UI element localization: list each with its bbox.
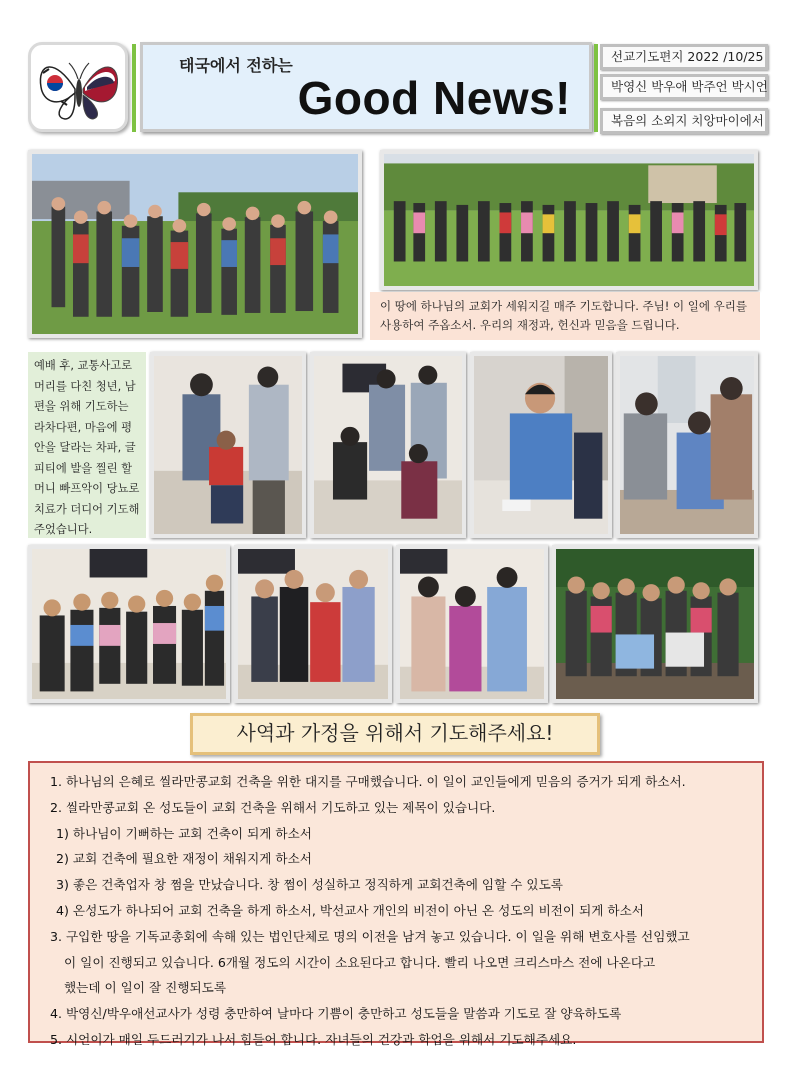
prayer-subitem: 1) 하나님이 기뻐하는 교회 건축이 되게 하소서 [56,825,312,841]
prayer-item: 4. 박영신/박우애선교사가 성령 충만하여 날마다 기쁨이 충만하고 성도들을 말씀과 기도로 잘 양육하도록 [50,1006,622,1022]
photo-children-group [28,545,230,703]
logo [28,42,128,132]
accent-bar [132,44,136,132]
group-photo-children [28,150,362,338]
photo-grandmother [470,352,612,538]
photo-couple-with-guest [396,545,548,703]
photo-hospital-prayer [616,352,758,538]
prayer-story-caption: 예배 후, 교통사고로 머리를 다친 청년, 남편을 위해 기도하는 라차다편, 마음에 평안을 달라는 차파, 글피티에 발을 찔린 할머니 빠프악이 당뇨로 치료가 더디어 기도해주었습니다. [28,352,146,538]
family-names: 박영신 박우애 박주언 박시언 [600,74,768,100]
prayer-subitem: 4) 온성도가 하나되어 교회 건축을 하게 하소서, 박선교사 개인의 비전이 아닌 온 성도의 비전이 되게 하소서 [56,902,644,918]
prayer-subitem: 2) 교회 건축에 필요한 재정이 채워지게 하소서 [56,851,312,867]
prayer-item-continued: 이 일이 진행되고 있습니다. 6개월 정도의 시간이 소요된다고 합니다. 빨리 나오면 크리스마스 전에 나온다고 [64,954,656,970]
prayer-photo-young-man [150,352,306,538]
accent-bar [594,44,598,132]
prayer-subitem: 3) 좋은 건축업자 창 쩜을 만났습니다. 창 쩜이 성실하고 정직하게 교회건축에 임할 수 있도록 [56,877,563,893]
photo-garden-group [552,545,758,703]
page-title: Good News! [297,72,571,124]
butterfly-flag-logo-icon [35,53,123,125]
prayer-item-continued: 했는데 이 일이 잘 진행되도록 [64,980,226,996]
church-prayer-caption: 이 땅에 하나님의 교회가 세워지길 매주 기도합니다. 주님! 이 일에 우리를 사용하여 주옵소서. 우리의 재정과, 헌신과 믿음을 드립니다. [370,292,760,340]
photo-adults-group [234,545,392,703]
subtitle: 태국에서 전하는 [179,56,293,75]
group-photo-field [380,150,758,290]
letter-date: 선교기도편지 2022 /10/25 [600,44,768,70]
title-box [140,42,592,132]
prayer-item: 2. 씰라만콩교회 온 성도들이 교회 건축을 위해서 기도하고 있는 제목이 있습니다. [50,799,496,815]
location: 복음의 소외지 치앙마이에서 [600,108,768,134]
prayer-request-banner: 사역과 가정을 위해서 기도해주세요! [190,713,600,755]
prayer-list [28,761,764,1047]
prayer-photo-women [310,352,466,538]
prayer-item: 3. 구입한 땅을 기독교총회에 속해 있는 법인단체로 명의 이전을 남겨 놓고 있습니다. 이 일을 위해 변호사를 선임했고 [50,928,690,944]
prayer-item: 5. 시언이가 매일 두드러기가 나서 힘들어 합니다. 자녀들의 건강과 학업을 위해서 기도해주세요. [50,1031,577,1047]
prayer-item: 1. 하나님의 은혜로 씰라만콩교회 건축을 위한 대지를 구매했습니다. 이 일이 교인들에게 믿음의 증거가 되게 하소서. [50,774,686,789]
